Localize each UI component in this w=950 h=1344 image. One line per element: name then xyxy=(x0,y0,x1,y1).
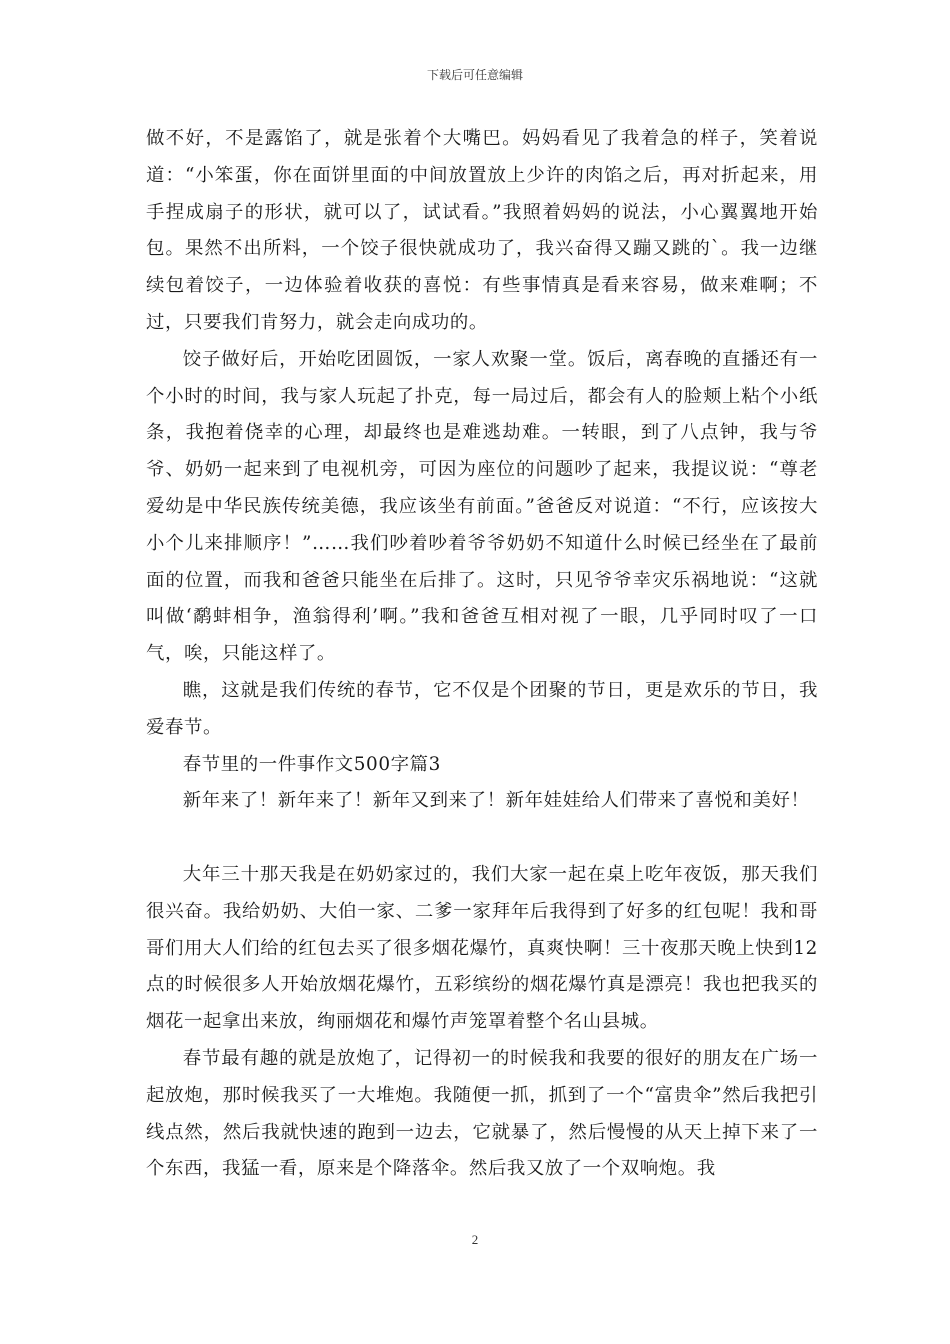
paragraph-spacer xyxy=(146,820,818,857)
paragraph-firecrackers: 春节最有趣的就是放炮了，记得初一的时候我和我要的很好的朋友在广场一起放炮，那时候我买了一大堆炮。我随便一抓，抓到了一个“富贵伞”然后我把引线点然，然后我就快速的跑到一边去，它就暴了，然后慢慢的从天上掉下来了一个东西，我猛一看，原来是个降落伞。然后我又放了一个双响炮。我 xyxy=(146,1047,818,1180)
paragraph-new-year-intro: 新年来了！新年来了！新年又到来了！新年娃娃给人们带来了喜悦和美好！ xyxy=(182,790,810,812)
paragraph-dumplings-dinner: 饺子做好后，开始吃团圆饭，一家人欢聚一堂。饭后，离春晚的直播还有一个小时的时间，我与家人玩起了扑克，每一局过后，都会有人的脸颊上粘个小纸条，我抱着侥幸的心理，却最终也是难逃劫难。一转眼，到了八点钟，我与爷爷、奶奶一起来到了电视机旁，可因为座位的问题吵了起来，我提议说：“尊老爱幼是中华民族传统美德，我应该坐有前面。”爸爸反对说道：“不行，应该按大小个儿来排顺序！”……我们吵着吵着爷爷奶奶不知道什么时候已经坐在了最前面的位置，而我和爸爸只能坐在后排了。这时，只见爷爷幸灾乐祸地说：“这就叫做‘鹬蚌相争，渔翁得利’啊。”我和爸爸互相对视了一眼，几乎同时叹了一口气，唉，只能这样了。 xyxy=(146,348,818,665)
page-header: 下载后可任意编辑 xyxy=(426,68,523,82)
paragraph-continuation: 做不好，不是露馅了，就是张着个大嘴巴。妈妈看见了我着急的样子，笑着说道：“小笨蛋，你在面饼里面的中间放置放上少许的肉馅之后，再对折起来，用手捏成扇子的形状，就可以了，试试看。”我照着妈妈的说法，小心翼翼地开始包。果然不出所料，一个饺子很快就成功了，我兴奋得又蹦又跳的`。我一边继续包着饺子，一边体验着收获的喜悦：有些事情真是看来容易，做来难啊；不过，只要我们肯努力，就会走向成功的。 xyxy=(146,128,818,333)
essay-title: 春节里的一件事作文500字篇3 xyxy=(182,753,441,775)
document-body xyxy=(146,121,818,1188)
paragraph-new-years-eve: 大年三十那天我是在奶奶家过的，我们大家一起在桌上吃年夜饭，那天我们很兴奋。我给奶奶、大伯一家、二爹一家拜年后我得到了好多的红包呢！我和哥哥们用大人们给的红包去买了很多烟花爆竹，真爽快啊！三十夜那天晚上快到12点的时候很多人开始放烟花爆竹，五彩缤纷的烟花爆竹真是漂亮！我也把我买的烟花一起拿出来放，绚丽烟花和爆竹声笼罩着整个名山县城。 xyxy=(146,863,818,1033)
page-number: 2 xyxy=(471,1232,479,1247)
paragraph-love-spring-festival: 瞧，这就是我们传统的春节，它不仅是个团聚的节日，更是欢乐的节日，我爱春节。 xyxy=(146,679,818,738)
